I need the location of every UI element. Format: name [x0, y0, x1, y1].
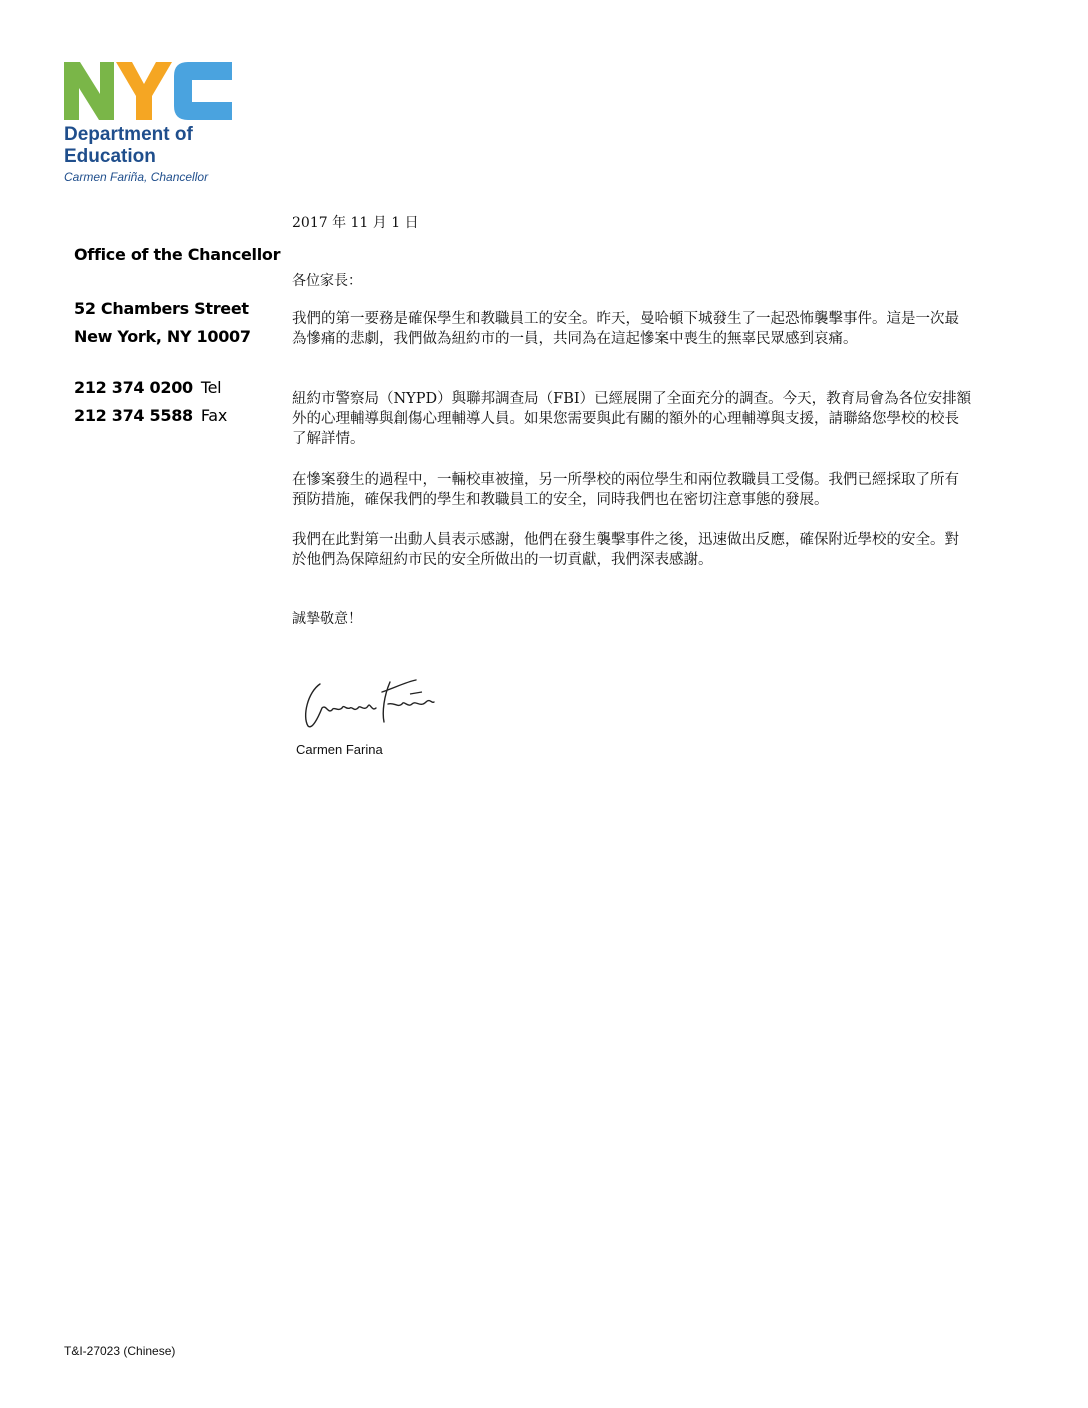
fax-line — [74, 406, 227, 425]
office-title: Office of the Chancellor — [74, 245, 281, 264]
fax-number: 212 374 5588 — [74, 406, 193, 425]
nyc-doe-logo — [64, 62, 264, 190]
fax-label: Fax — [200, 406, 227, 425]
signer-name: Carmen Farina — [296, 742, 383, 757]
letter-date: 2017 年 11 月 1 日 — [292, 215, 419, 231]
tel-line — [74, 378, 221, 397]
signature-image — [298, 668, 448, 738]
document-code: T&I-27023 (Chinese) — [64, 1344, 176, 1358]
paragraph-1: 我們的第一要務是確保學生和教職員工的安全。昨天，曼哈頓下城發生了一起恐怖襲擊事件。這是一次最為慘痛的悲劇，我們做為紐約市的一員，共同為在這起慘案中喪生的無辜民眾感到哀痛。 — [292, 311, 959, 347]
address-street: 52 Chambers Street — [74, 299, 249, 318]
signature-icon — [298, 668, 448, 738]
closing: 誠摯敬意！ — [292, 611, 362, 627]
department-line-2: Education — [64, 146, 156, 167]
chancellor-line: Carmen Fariña, Chancellor — [64, 170, 209, 184]
paragraph-4: 我們在此對第一出動人員表示感謝，他們在發生襲擊事件之後，迅速做出反應，確保附近學校的安全。對於他們為保障紐約市民的安全所做出的一切貢獻，我們深表感謝。 — [292, 532, 959, 568]
paragraph-2: 紐約市警察局（NYPD）與聯邦調查局（FBI）已經展開了全面充分的調查。今天，教育局會為各位安排額外的心理輔導與創傷心理輔導人員。如果您需要與此有關的額外的心理輔導與支援，請聯絡您學校的校長了解詳情。 — [292, 391, 972, 447]
department-line-1: Department of — [64, 124, 193, 145]
address-city: New York, NY 10007 — [74, 327, 251, 346]
paragraph-3: 在慘案發生的過程中，一輛校車被撞，另一所學校的兩位學生和兩位教職員工受傷。我們已經採取了所有預防措施，確保我們的學生和教職員工的安全，同時我們也在密切注意事態的發展。 — [292, 472, 959, 508]
nyc-wordmark-icon — [64, 62, 234, 122]
tel-label: Tel — [200, 378, 222, 397]
tel-number: 212 374 0200 — [74, 378, 193, 397]
salutation: 各位家長： — [292, 273, 362, 289]
